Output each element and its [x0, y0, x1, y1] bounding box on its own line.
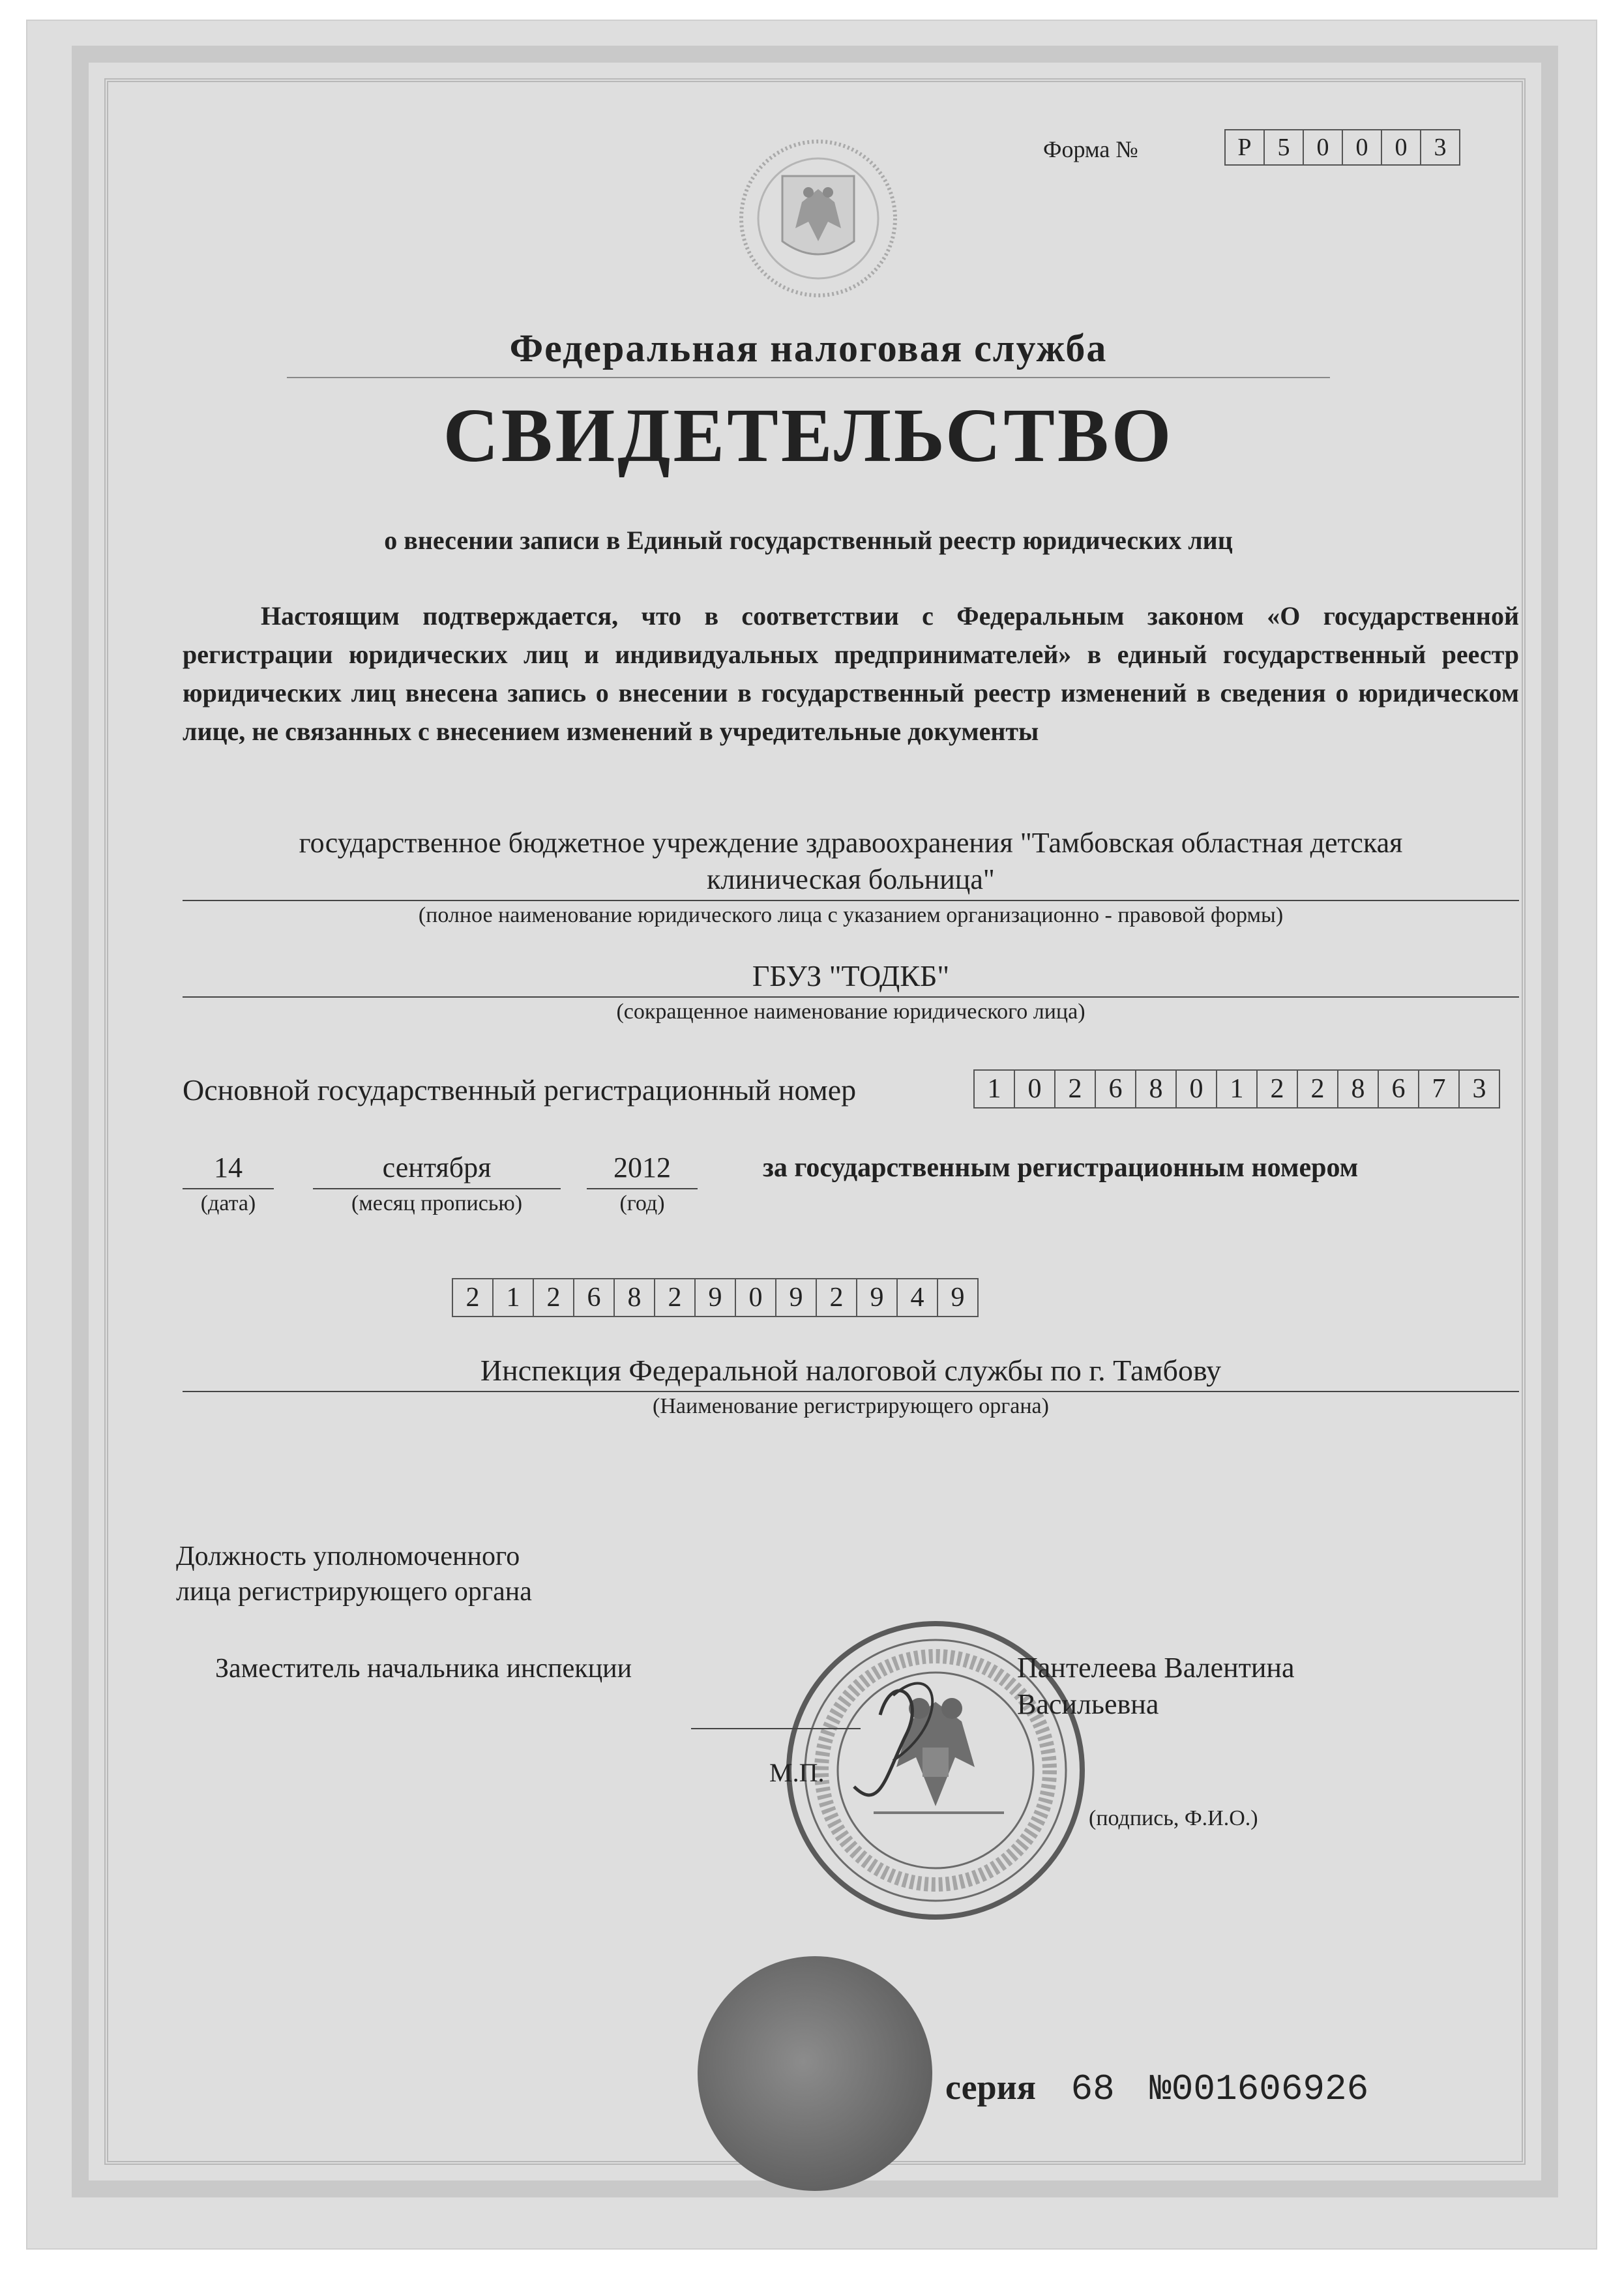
- ogrn-label: Основной государственный регистрационный номер: [183, 1073, 857, 1107]
- title-divider: [287, 377, 1330, 378]
- short-name-caption: (сокращенное наименование юридического лица): [616, 1000, 1085, 1024]
- form-code-char: 0: [1303, 129, 1343, 166]
- document-subtitle: о внесении записи в Единый государственный реестр юридических лиц: [384, 526, 1233, 555]
- grn-digit: 4: [896, 1278, 938, 1317]
- date-month-underline: [313, 1188, 561, 1189]
- grn-digit: 9: [856, 1278, 898, 1317]
- ogrn-digit: 8: [1135, 1069, 1177, 1109]
- ogrn-digit: 7: [1418, 1069, 1460, 1109]
- signatory-name: [1017, 1650, 1295, 1723]
- stamp-mp-label: М.П.: [769, 1758, 825, 1787]
- fns-emblem: [737, 137, 900, 300]
- grn-digit: 1: [492, 1278, 534, 1317]
- date-day-caption: (дата): [200, 1191, 256, 1215]
- certificate-sheet: [26, 20, 1597, 2250]
- form-code-char: 0: [1342, 129, 1382, 166]
- agency-title: Федеральная налоговая служба: [509, 327, 1108, 370]
- position-label-line2: лица регистрирующего органа: [176, 1577, 532, 1607]
- date-day-underline: [183, 1188, 274, 1189]
- position-label-line1: Должность уполномоченного: [176, 1541, 520, 1571]
- form-code-char: 0: [1381, 129, 1421, 166]
- date-year-underline: [587, 1188, 698, 1189]
- hologram-seal: [691, 1950, 939, 2197]
- series-serial: №001606926: [1149, 2068, 1369, 2110]
- grn-digit: 2: [533, 1278, 574, 1317]
- ogrn-digit: 0: [1175, 1069, 1217, 1109]
- ogrn-boxes: [975, 1069, 1500, 1109]
- grn-digit: 9: [775, 1278, 817, 1317]
- statement-text: Настоящим подтверждается, что в соответствии с Федеральным законом «О государственной регистрации юридических лиц и индивидуальных предпринимателей» в единый государственный реестр юридических лиц внесена запись о внесении в государственный реестр изменений в сведения о юридическом лице, не связанных с внесением изменений в учредительные документы: [183, 601, 1519, 746]
- signature-underline: [691, 1728, 861, 1729]
- date-day: 14: [214, 1152, 243, 1183]
- date-month-caption: (месяц прописью): [351, 1191, 523, 1215]
- authority-name: Инспекция Федеральной налоговой службы по г. Тамбову: [480, 1354, 1222, 1387]
- signatory-position: Заместитель начальника инспекции: [215, 1654, 632, 1684]
- signatory-name-line1: Пантелеева Валентина: [1017, 1652, 1295, 1684]
- ogrn-digit: 8: [1337, 1069, 1379, 1109]
- position-label: [176, 1539, 532, 1609]
- document-title: СВИДЕТЕЛЬСТВО: [443, 393, 1174, 478]
- ogrn-digit: 0: [1014, 1069, 1056, 1109]
- entity-full-name: [183, 825, 1519, 898]
- ogrn-digit: 2: [1054, 1069, 1096, 1109]
- ogrn-digit: 2: [1297, 1069, 1338, 1109]
- grn-digit: 0: [735, 1278, 776, 1317]
- authority-underline: [183, 1391, 1519, 1392]
- date-month: сентября: [382, 1152, 492, 1183]
- form-code-boxes: [1226, 129, 1460, 166]
- grn-digit: 2: [816, 1278, 857, 1317]
- ogrn-digit: 3: [1458, 1069, 1500, 1109]
- grn-digit: 8: [613, 1278, 655, 1317]
- ogrn-digit: 1: [973, 1069, 1015, 1109]
- grn-digit: 2: [452, 1278, 494, 1317]
- entity-short-name: ГБУЗ "ТОДКБ": [752, 959, 950, 992]
- date-year-caption: (год): [619, 1191, 665, 1215]
- grn-boxes: [453, 1278, 979, 1317]
- ogrn-digit: 1: [1216, 1069, 1258, 1109]
- ogrn-digit: 2: [1256, 1069, 1298, 1109]
- signatory-name-line2: Васильевна: [1017, 1688, 1159, 1720]
- full-name-caption: (полное наименование юридического лица с указанием организационно - правовой формы): [418, 903, 1284, 927]
- grn-label: за государственным регистрационным номером: [763, 1153, 1359, 1183]
- ogrn-digit: 6: [1095, 1069, 1136, 1109]
- signature-caption: (подпись, Ф.И.О.): [1089, 1806, 1258, 1830]
- form-code-char: Р: [1224, 129, 1265, 166]
- authority-caption: (Наименование регистрирующего органа): [653, 1394, 1049, 1418]
- form-label: Форма №: [1043, 136, 1138, 162]
- series-block: [945, 2067, 1368, 2110]
- grn-digit: 9: [694, 1278, 736, 1317]
- form-code-char: 3: [1420, 129, 1460, 166]
- grn-digit: 6: [573, 1278, 615, 1317]
- grn-digit: 2: [654, 1278, 696, 1317]
- statement-paragraph: [183, 597, 1519, 751]
- entity-full-name-line2: клиническая больница": [707, 863, 995, 895]
- full-name-underline: [183, 900, 1519, 901]
- series-label: серия: [945, 2068, 1036, 2107]
- grn-digit: 9: [937, 1278, 979, 1317]
- ogrn-digit: 6: [1378, 1069, 1419, 1109]
- entity-full-name-line1: государственное бюджетное учреждение здравоохранения "Тамбовская областная детская: [299, 827, 1403, 859]
- short-name-underline: [183, 996, 1519, 998]
- date-year: 2012: [613, 1152, 671, 1183]
- form-code-char: 5: [1263, 129, 1304, 166]
- series-number: 68: [1070, 2068, 1115, 2110]
